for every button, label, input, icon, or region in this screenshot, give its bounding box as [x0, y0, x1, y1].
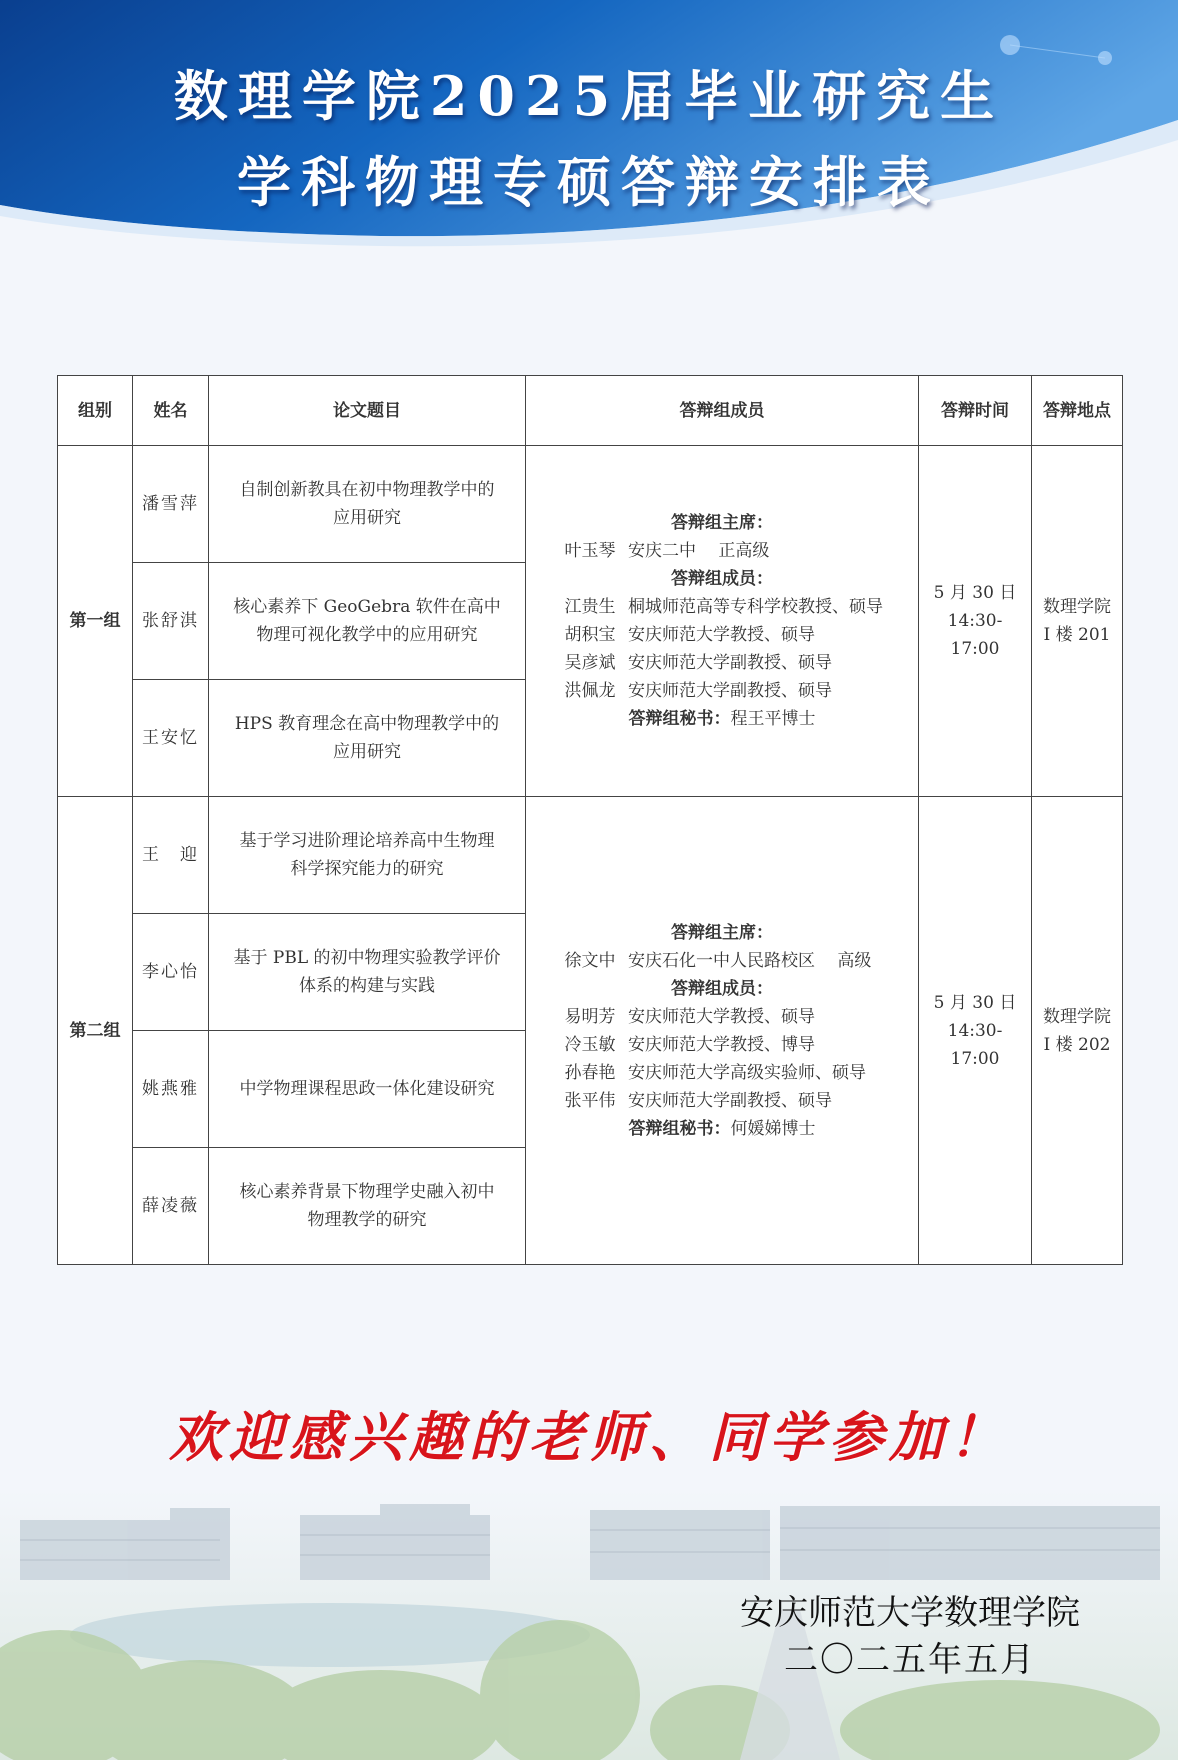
defense-time: [919, 797, 1032, 1265]
committee-cell: [526, 797, 919, 1265]
header-committee: 答辩组成员: [526, 376, 919, 446]
header-time: 答辩时间: [919, 376, 1032, 446]
group-label: 第二组: [58, 797, 133, 1265]
student-name: 姚燕雅: [133, 1031, 209, 1148]
secretary-name: 何媛娣博士: [730, 1118, 816, 1139]
member-name: 孙春艳: [564, 1062, 616, 1083]
committee-member: [532, 1031, 912, 1059]
committee-member: [532, 1003, 912, 1031]
member-desc: 安庆师范大学教授、硕导: [628, 1006, 815, 1027]
place-room: I 楼 201: [1043, 625, 1111, 645]
topic-line: HPS 教育理念在高中物理教学中的: [234, 714, 500, 734]
committee-member: [532, 1087, 912, 1115]
chair-label: 答辩组主席：: [671, 922, 773, 943]
member-name: 江贵生: [564, 597, 616, 617]
group-label: 第一组: [58, 446, 133, 797]
committee-cell: [526, 446, 919, 797]
member-name: 易明芳: [564, 1006, 616, 1027]
topic-line: 中学物理课程思政一体化建设研究: [239, 1079, 495, 1099]
member-desc: 安庆师范大学副教授、硕导: [628, 681, 832, 701]
topic-line: 科学探究能力的研究: [290, 859, 444, 879]
student-name: 薛凌薇: [133, 1148, 209, 1265]
place-building: 数理学院: [1043, 1006, 1111, 1027]
topic-line: 体系的构建与实践: [299, 976, 435, 996]
header-banner: [0, 0, 1178, 250]
member-name: 冷玉敏: [564, 1034, 616, 1055]
member-name: 吴彦斌: [564, 653, 616, 673]
defense-schedule-table: [57, 375, 1123, 1265]
place-building: 数理学院: [1043, 597, 1111, 617]
student-name: 李心怡: [133, 914, 209, 1031]
member-desc: 安庆师范大学副教授、硕导: [628, 1090, 832, 1111]
member-desc: 安庆师范大学副教授、硕导: [628, 653, 832, 673]
secretary-label: 答辩组秘书：: [628, 709, 731, 729]
committee-member: [532, 649, 912, 677]
member-name: 张平伟: [564, 1090, 616, 1111]
secretary-line: [532, 705, 912, 733]
member-desc: 桐城师范高等专科学校教授、硕导: [628, 597, 883, 617]
member-desc: 安庆师范大学高级实验师、硕导: [628, 1062, 866, 1083]
footer-organization: 安庆师范大学数理学院: [740, 1593, 1080, 1633]
member-name: 叶玉琴: [564, 541, 616, 561]
topic-line: 物理可视化教学中的应用研究: [256, 625, 478, 645]
committee-member: [532, 947, 912, 975]
member-desc: 安庆师范大学教授、博导: [628, 1034, 815, 1055]
welcome-slogan: 欢迎感兴趣的老师、同学参加！: [169, 1405, 1009, 1469]
table-row: [58, 446, 1123, 563]
defense-place: [1032, 446, 1123, 797]
committee-member: [532, 621, 912, 649]
topic-line: 应用研究: [333, 508, 401, 528]
topic-line: 自制创新教具在初中物理教学中的: [239, 480, 495, 500]
table-row: [58, 797, 1123, 914]
time-range: 14:30-17:00: [947, 1020, 1003, 1069]
time-date: 5 月 30 日: [933, 992, 1017, 1013]
header-place: 答辩地点: [1032, 376, 1123, 446]
member-desc: 安庆二中 正高级: [628, 541, 770, 561]
chair-label: 答辩组主席：: [671, 513, 773, 533]
thesis-topic: [209, 1031, 526, 1148]
topic-line: 基于 PBL 的初中物理实验教学评价: [233, 948, 501, 968]
members-label: 答辩组成员：: [671, 978, 773, 999]
committee-member: [532, 677, 912, 705]
committee-member: [532, 1059, 912, 1087]
secretary-label: 答辩组秘书：: [628, 1118, 731, 1139]
members-label: 答辩组成员：: [671, 569, 773, 589]
time-range: 14:30-17:00: [947, 611, 1003, 659]
thesis-topic: [209, 797, 526, 914]
topic-line: 应用研究: [333, 742, 401, 762]
student-name: 张舒淇: [133, 563, 209, 680]
time-date: 5 月 30 日: [933, 583, 1017, 603]
footer-date: 二〇二五年五月: [784, 1640, 1036, 1680]
page-title-line2: 学科物理专硕答辩安排表: [237, 150, 941, 214]
place-room: I 楼 202: [1043, 1034, 1111, 1055]
member-name: 洪佩龙: [564, 681, 616, 701]
defense-place: [1032, 797, 1123, 1265]
student-name: 王安忆: [133, 680, 209, 797]
student-name: 王 迎: [133, 797, 209, 914]
member-desc: 安庆师范大学教授、硕导: [628, 625, 815, 645]
header-group: 组别: [58, 376, 133, 446]
member-name: 胡积宝: [564, 625, 616, 645]
thesis-topic: [209, 914, 526, 1031]
topic-line: 基于学习进阶理论培养高中生物理: [239, 831, 495, 851]
table-header-row: [58, 376, 1123, 446]
defense-time: [919, 446, 1032, 797]
page-title-line1: 数理学院2025届毕业研究生: [173, 64, 1005, 128]
member-name: 徐文中: [564, 950, 616, 971]
topic-line: 核心素养背景下物理学史融入初中: [239, 1182, 495, 1202]
member-desc: 安庆石化一中人民路校区 高级: [628, 950, 872, 971]
secretary-name: 程王平博士: [730, 709, 816, 729]
header-name: 姓名: [133, 376, 209, 446]
thesis-topic: [209, 446, 526, 563]
student-name: 潘雪萍: [133, 446, 209, 563]
thesis-topic: [209, 1148, 526, 1265]
secretary-line: [532, 1115, 912, 1143]
header-topic: 论文题目: [209, 376, 526, 446]
thesis-topic: [209, 563, 526, 680]
topic-line: 核心素养下 GeoGebra 软件在高中: [233, 597, 501, 617]
committee-member: [532, 537, 912, 565]
thesis-topic: [209, 680, 526, 797]
topic-line: 物理教学的研究: [307, 1210, 427, 1230]
committee-member: [532, 593, 912, 621]
